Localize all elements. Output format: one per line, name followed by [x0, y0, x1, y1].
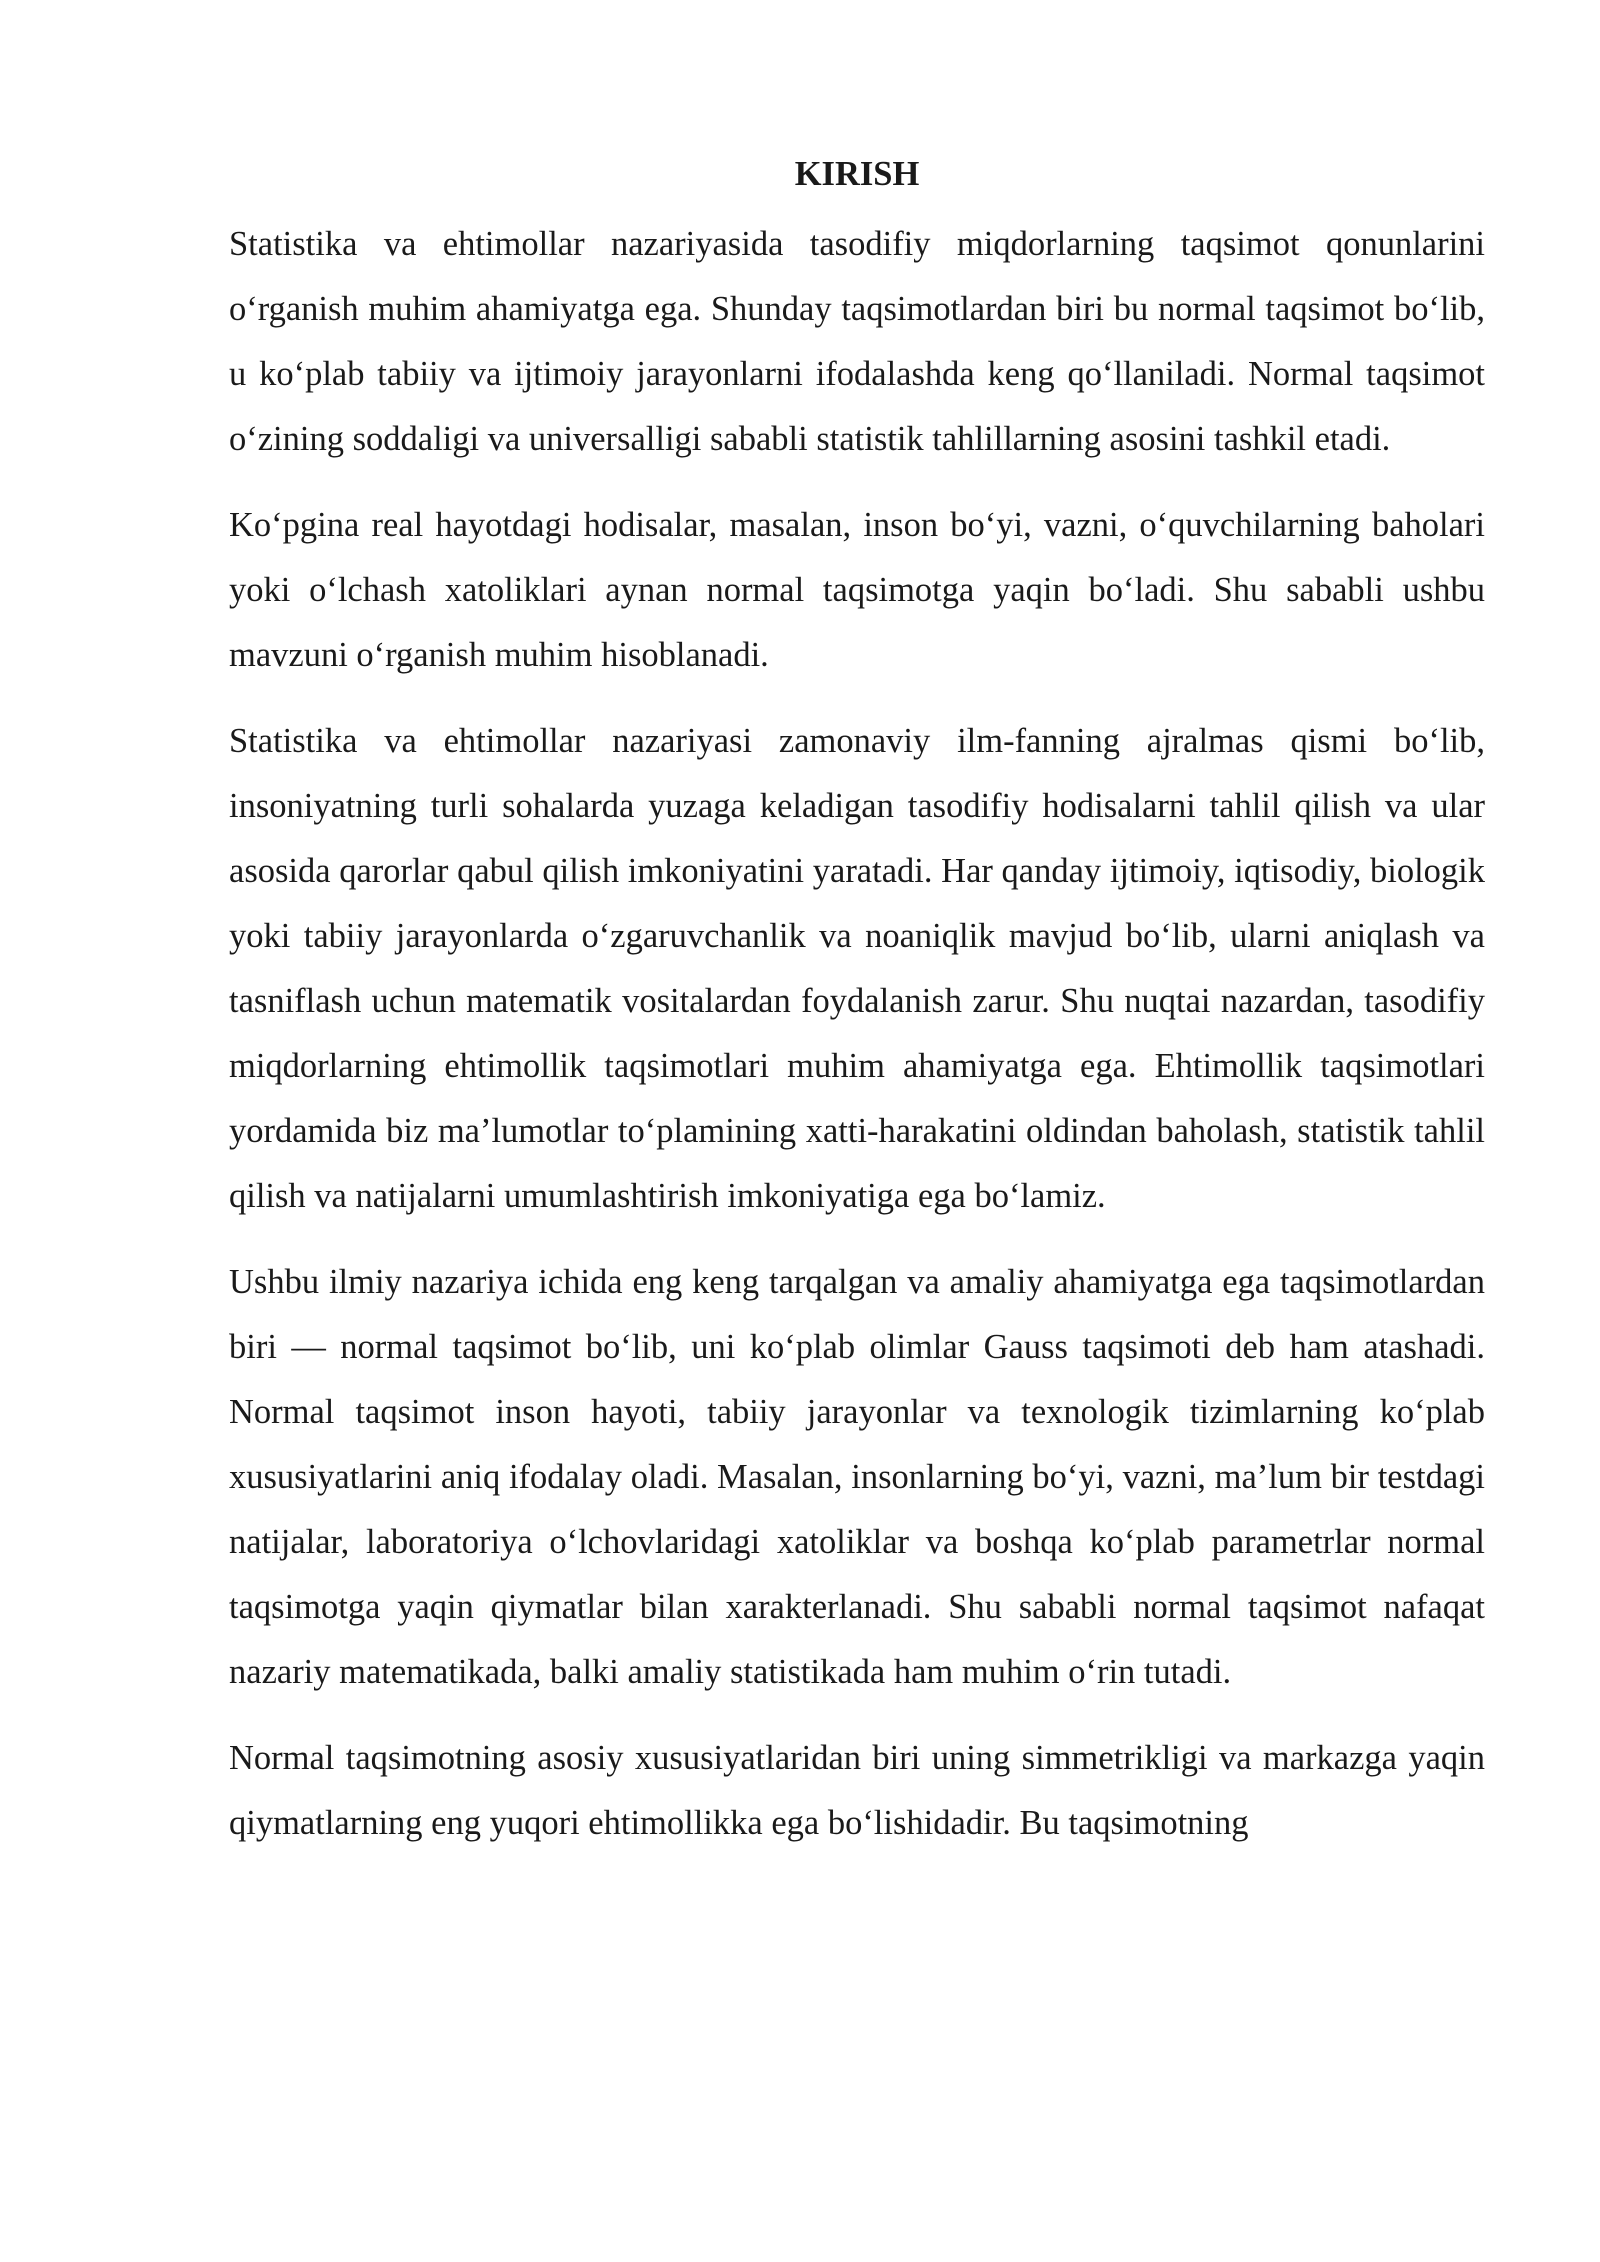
document-page: [229, 148, 1485, 1877]
paragraph-4: Ushbu ilmiy nazariya ichida eng keng tarqalgan va amaliy ahamiyatga ega taqsimotlardan biri — normal taqsimot bo‘lib, uni ko‘plab olimlar Gauss taqsimoti deb ham atashadi. Normal taqsimot inson hayoti, tabiiy jarayonlar va texnologik tizimlarning ko‘plab xususiyatlarini aniq ifodalay oladi. Masalan, insonlarning bo‘yi, vazni, ma’lum bir testdagi natijalar, laboratoriya o‘lchovlaridagi xatoliklar va boshqa ko‘plab parametrlar normal taqsimotga yaqin qiymatlar bilan xarakterlanadi. Shu sababli normal taqsimot nafaqat nazariy matematikada, balki amaliy statistikada ham muhim o‘rin tutadi.: [229, 1263, 1485, 1691]
paragraph-5: Normal taqsimotning asosiy xususiyatlaridan biri uning simmetrikligi va markazga yaqin qiymatlarning eng yuqori ehtimollikka ega bo‘lishidadir. Bu taqsimotning: [229, 1739, 1485, 1842]
section-title: KIRISH: [794, 155, 920, 193]
paragraph-3: Statistika va ehtimollar nazariyasi zamonaviy ilm-fanning ajralmas qismi bo‘lib, insoniyatning turli sohalarda yuzaga keladigan tasodifiy hodisalarni tahlil qilish va ular asosida qarorlar qabul qilish imkoniyatini yaratadi. Har qanday ijtimoiy, iqtisodiy, biologik yoki tabiiy jarayonlarda o‘zgaruvchanlik va noaniqlik mavjud bo‘lib, ularni aniqlash va tasniflash uchun matematik vositalardan foydalanish zarur. Shu nuqtai nazardan, tasodifiy miqdorlarning ehtimollik taqsimotlari muhim ahamiyatga ega. Ehtimollik taqsimotlari yordamida biz ma’lumotlar to‘plamining xatti-harakatini oldindan baholash, statistik tahlil qilish va natijalarni umumlashtirish imkoniyatiga ega bo‘lamiz.: [229, 722, 1485, 1215]
paragraph-1: Statistika va ehtimollar nazariyasida tasodifiy miqdorlarning taqsimot qonunlarini o‘rganish muhim ahamiyatga ega. Shunday taqsimotlardan biri bu normal taqsimot bo‘lib, u ko‘plab tabiiy va ijtimoiy jarayonlarni ifodalashda keng qo‘llaniladi. Normal taqsimot o‘zining soddaligi va universalligi sababli statistik tahlillarning asosini tashkil etadi.: [229, 225, 1485, 458]
paragraph-2: Ko‘pgina real hayotdagi hodisalar, masalan, inson bo‘yi, vazni, o‘quvchilarning baholari yoki o‘lchash xatoliklari aynan normal taqsimotga yaqin bo‘ladi. Shu sababli ushbu mavzuni o‘rganish muhim hisoblanadi.: [229, 506, 1485, 674]
